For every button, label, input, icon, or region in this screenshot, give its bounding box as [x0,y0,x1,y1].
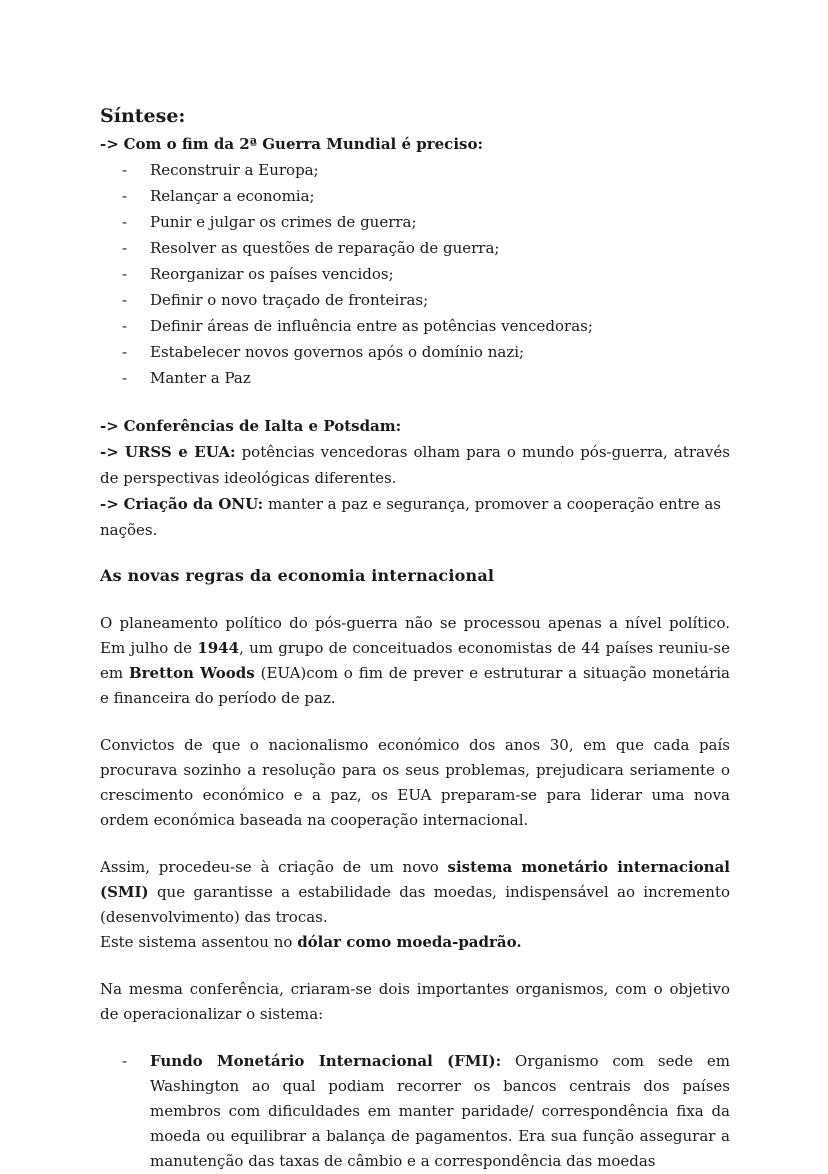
section-heading: As novas regras da economia internacional [100,566,495,585]
arrow-marker: -> [100,495,119,513]
list-item: - Definir áreas de influência entre as potências vencedoras; [122,313,730,339]
onu-line [100,491,730,543]
synthesis-intro-text: Com o fim da 2ª Guerra Mundial é preciso: [123,135,483,153]
urss-eua-text: potências vencedoras olham para o mundo pós-guerra, através de perspectivas ideológicas diferentes. [100,443,730,487]
arrow-marker: -> [100,135,119,153]
arrow-marker: -> [100,443,119,461]
bold-smi: sistema monetário internacional (SMI) [100,858,730,901]
conferences-line [100,413,730,439]
fmi-label: Fundo Monetário Internacional (FMI): [150,1052,502,1070]
conferences-label: Conferências de Ialta e Potsdam: [123,417,402,435]
list-item: - Definir o novo traçado de fronteiras; [122,287,730,313]
list-item-fmi [122,1049,730,1174]
list-item: - Estabelecer novos governos após o domínio nazi; [122,339,730,365]
list-item: - Resolver as questões de reparação de guerra; [122,235,730,261]
fmi-text: Organismo com sede em Washington ao qual podiam recorrer os bancos centrais dos países membros com dificuldades em manter paridade/ correspondência fixa da moeda ou equilibrar a balança de pagamentos. Era sua função assegurar a manutenção das taxas de câmbio e a correspondência das moedas [150,1052,730,1170]
text-run: , um grupo de conceituados economistas de 44 países reuniu-se em [100,639,730,682]
text-run: que garantisse a estabilidade das moedas, indispensável ao incremento (desenvolvimento) das trocas. [100,883,730,926]
synthesis-intro [100,131,730,157]
urss-eua-label: URSS e EUA: [124,443,236,461]
text-run: (EUA)com o fim de prever e estruturar a situação monetária e financeira do período de paz. [100,664,730,707]
paragraph-nationalism: Convictos de que o nacionalismo económico dos anos 30, em que cada país procurava sozinho a resolução para os seus problemas, prejudicara seriamente o crescimento económico e a paz, os EUA preparam-se para liderar uma nova ordem económica baseada na cooperação internacional. [100,736,730,829]
list-item: - Relançar a economia; [122,183,730,209]
bold-dollar: dólar como moeda-padrão. [297,933,522,951]
arrow-marker: -> [100,417,119,435]
list-item: - Manter a Paz [122,365,730,391]
list-item: - Punir e julgar os crimes de guerra; [122,209,730,235]
paragraph-smi [100,855,730,930]
organisms-list [100,1049,730,1174]
onu-label: Criação da ONU: [123,495,264,513]
bold-year: 1944 [197,639,240,657]
synthesis-title: Síntese: [100,105,186,127]
bold-place: Bretton Woods [128,664,255,682]
text-run: O planeamento político do pós-guerra não se processou apenas a nível político. Em julho de [100,614,730,657]
paragraph-bretton-woods [100,611,730,711]
paragraph-dollar [100,930,730,955]
list-item: - Reconstruir a Europa; [122,157,730,183]
document-page [100,104,730,1174]
text-run: Este sistema assentou no [100,933,298,951]
text-run: Assim, procedeu-se à criação de um novo [100,858,448,876]
synthesis-list [100,157,730,391]
list-item: - Reorganizar os países vencidos; [122,261,730,287]
onu-text: manter a paz e segurança, promover a cooperação entre as nações. [100,495,721,539]
urss-eua-line [100,439,730,491]
paragraph-organisms: Na mesma conferência, criaram-se dois importantes organismos, com o objetivo de operacionalizar o sistema: [100,980,730,1023]
